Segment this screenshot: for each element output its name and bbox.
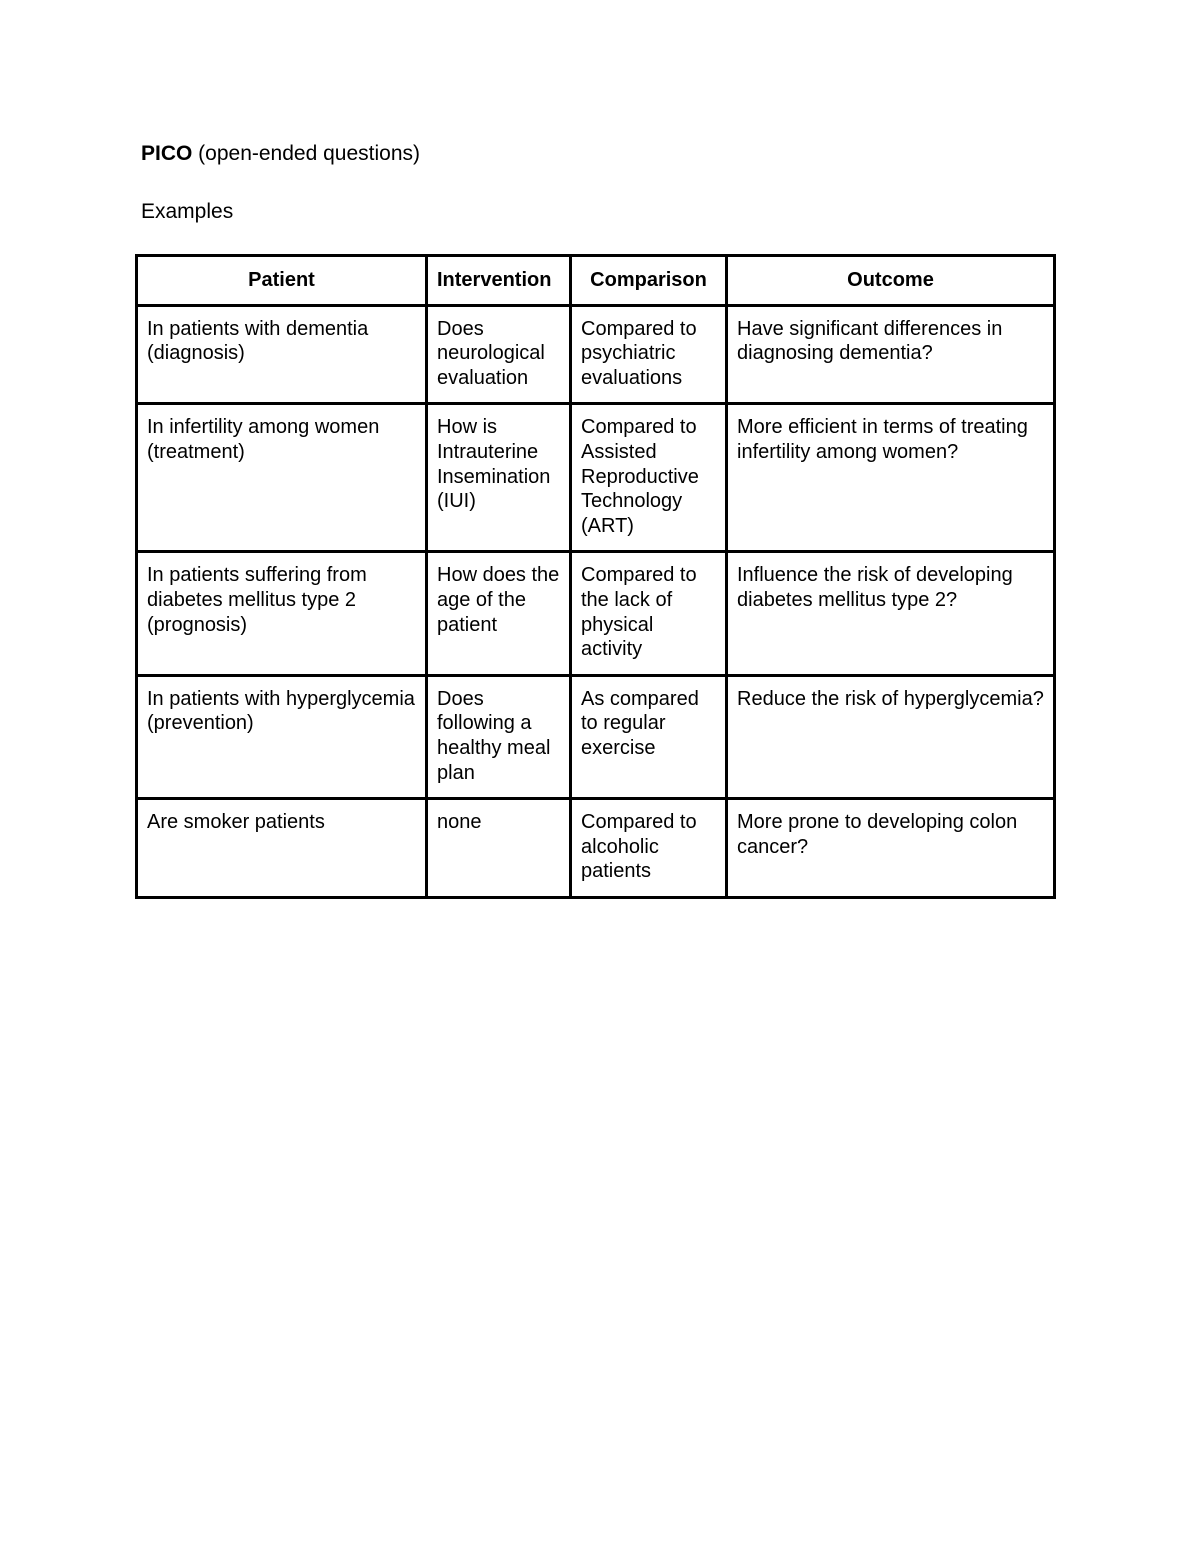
header-comparison: Comparison bbox=[571, 256, 727, 306]
table-header-row bbox=[137, 256, 1055, 306]
cell-patient: Are smoker patients bbox=[137, 799, 427, 898]
header-intervention: Intervention bbox=[427, 256, 571, 306]
table-row bbox=[137, 305, 1055, 404]
cell-comparison: Compared to psychiatric evaluations bbox=[571, 305, 727, 404]
cell-intervention: Does neurological evaluation bbox=[427, 305, 571, 404]
table-row bbox=[137, 404, 1055, 552]
cell-comparison: Compared to the lack of physical activity bbox=[571, 552, 727, 675]
cell-intervention: none bbox=[427, 799, 571, 898]
header-outcome: Outcome bbox=[727, 256, 1055, 306]
cell-patient: In infertility among women (treatment) bbox=[137, 404, 427, 552]
title-rest: (open-ended questions) bbox=[192, 142, 421, 165]
table-row bbox=[137, 675, 1055, 798]
page-title bbox=[141, 140, 420, 168]
cell-intervention: Does following a healthy meal plan bbox=[427, 675, 571, 798]
cell-patient: In patients suffering from diabetes mellitus type 2 (prognosis) bbox=[137, 552, 427, 675]
cell-patient: In patients with hyperglycemia (prevention) bbox=[137, 675, 427, 798]
table-row bbox=[137, 552, 1055, 675]
cell-outcome: Have significant differences in diagnosing dementia? bbox=[727, 305, 1055, 404]
cell-comparison: Compared to Assisted Reproductive Technology (ART) bbox=[571, 404, 727, 552]
cell-comparison: Compared to alcoholic patients bbox=[571, 799, 727, 898]
cell-patient: In patients with dementia (diagnosis) bbox=[137, 305, 427, 404]
cell-comparison: As compared to regular exercise bbox=[571, 675, 727, 798]
pico-table bbox=[135, 254, 1056, 899]
title-bold: PICO bbox=[141, 142, 193, 165]
cell-outcome: More efficient in terms of treating infertility among women? bbox=[727, 404, 1055, 552]
header-patient: Patient bbox=[137, 256, 427, 306]
cell-outcome: Influence the risk of developing diabetes mellitus type 2? bbox=[727, 552, 1055, 675]
cell-outcome: More prone to developing colon cancer? bbox=[727, 799, 1055, 898]
cell-intervention: How is Intrauterine Insemination (IUI) bbox=[427, 404, 571, 552]
cell-intervention: How does the age of the patient bbox=[427, 552, 571, 675]
examples-label: Examples bbox=[141, 200, 234, 223]
cell-outcome: Reduce the risk of hyperglycemia? bbox=[727, 675, 1055, 798]
table-row bbox=[137, 799, 1055, 898]
